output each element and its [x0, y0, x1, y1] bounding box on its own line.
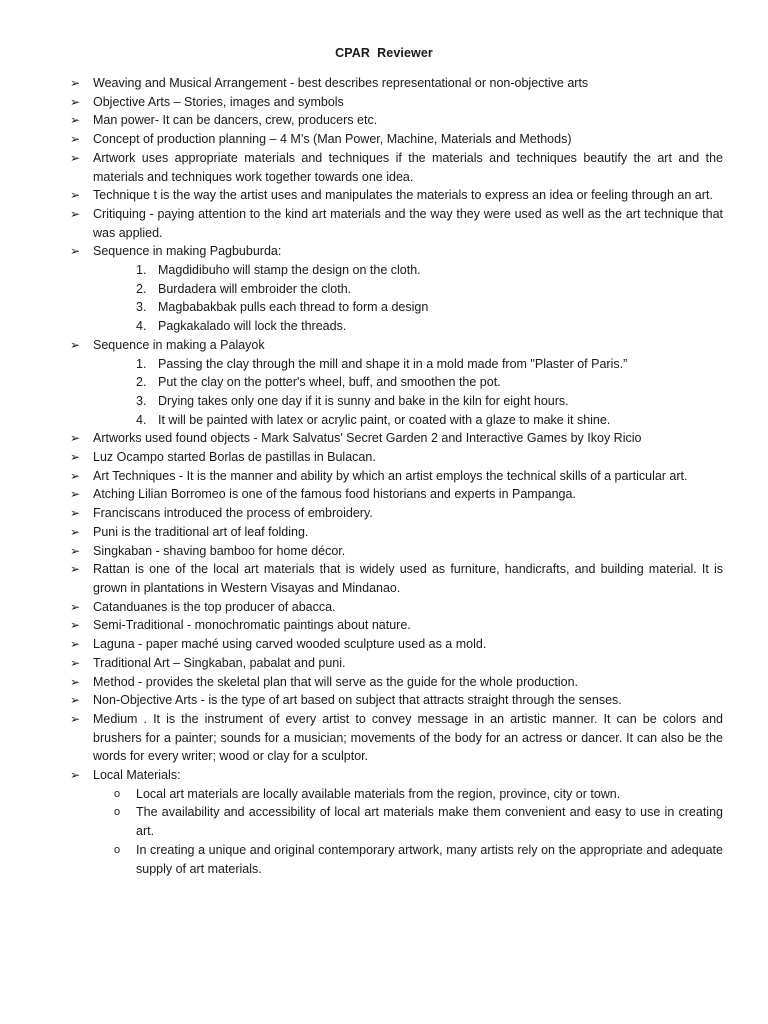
- arrow-bullet-icon: ➢: [70, 113, 81, 128]
- sublist-item-text: In creating a unique and original contemporary artwork, many artists rely on the appropriate and adequate supply of art materials.: [136, 842, 723, 876]
- list-item-text: Laguna - paper maché using carved wooded sculpture used as a mold.: [93, 637, 487, 652]
- list-item-text: Objective Arts – Stories, images and symbols: [93, 94, 344, 109]
- list-item-text: Singkaban - shaving bamboo for home décor.: [93, 543, 346, 558]
- step-number: 4.: [136, 319, 147, 334]
- sublist-item-text: Drying takes only one day if it is sunny and bake in the kiln for eight hours.: [158, 393, 569, 408]
- step-number: 1.: [136, 263, 147, 278]
- step-number: 4.: [136, 412, 147, 427]
- sublist-item-text: Passing the clay through the mill and shape it in a mold made from "Plaster of Paris.”: [158, 356, 628, 371]
- sublist-item: [70, 355, 723, 374]
- sublist-item: [70, 373, 723, 392]
- arrow-bullet-icon: ➢: [70, 506, 81, 521]
- reviewer-list: [70, 74, 723, 878]
- sublist-item-text: It will be painted with latex or acrylic paint, or coated with a glaze to make it shine.: [158, 412, 611, 427]
- list-item-text: Weaving and Musical Arrangement - best describes representational or non-objective arts: [93, 76, 589, 90]
- list-item: [70, 673, 723, 692]
- arrow-bullet-icon: ➢: [70, 468, 81, 483]
- arrow-bullet-icon: ➢: [70, 768, 81, 783]
- list-item-text: Puni is the traditional art of leaf folding.: [93, 524, 309, 539]
- list-item: [70, 448, 723, 467]
- sublist-item: [70, 317, 723, 336]
- sublist-item: [70, 411, 723, 430]
- list-item-text: Man power- It can be dancers, crew, producers etc.: [93, 113, 378, 128]
- list-item: [70, 429, 723, 448]
- sublist-item-text: Local art materials are locally available materials from the region, province, city or town.: [136, 786, 621, 801]
- sublist-item: [70, 298, 723, 317]
- list-item: [70, 504, 723, 523]
- list-item: [70, 766, 723, 785]
- list-item: [70, 560, 723, 597]
- arrow-bullet-icon: ➢: [70, 337, 81, 352]
- list-item: [70, 149, 723, 186]
- list-item-text: Critiquing - paying attention to the kind art materials and the way they were used as well as the art technique that was applied.: [93, 206, 723, 240]
- arrow-bullet-icon: ➢: [70, 431, 81, 446]
- list-item-text: Catanduanes is the top producer of abacca.: [93, 599, 336, 614]
- list-item-text: Luz Ocampo started Borlas de pastillas in Bulacan.: [93, 450, 376, 465]
- arrow-bullet-icon: ➢: [70, 637, 81, 652]
- list-item-text: Medium . It is the instrument of every artist to convey message in an artistic manner. It can be colors and brushers for a painter; sounds for a musician; movements of the body for an actress or dancer. It can also be the words for every writer; wood or clay for a sculptor.: [93, 711, 723, 764]
- arrow-bullet-icon: ➢: [70, 524, 81, 539]
- list-item-text: Non-Objective Arts - is the type of art based on subject that attracts straight through the senses.: [93, 693, 622, 708]
- arrow-bullet-icon: ➢: [70, 132, 81, 147]
- list-item-text: Sequence in making Pagbuburda:: [93, 244, 282, 259]
- list-item-text: Art Techniques - It is the manner and ability by which an artist employs the technical skills of a particular art.: [93, 468, 688, 483]
- list-item-text: Method - provides the skeletal plan that will serve as the guide for the whole production.: [93, 674, 578, 689]
- list-item: [70, 205, 723, 242]
- list-item: [70, 130, 723, 149]
- circle-bullet-icon: o: [114, 806, 121, 819]
- list-item-text: Rattan is one of the local art materials that is widely used as furniture, handicrafts, and building material. It is grown in plantations in Western Visayas and Mindanao.: [93, 562, 723, 595]
- list-item-text: Concept of production planning – 4 M’s (Man Power, Machine, Materials and Methods): [93, 132, 572, 147]
- arrow-bullet-icon: ➢: [70, 206, 81, 221]
- arrow-bullet-icon: ➢: [70, 150, 81, 165]
- list-item-text: Artwork uses appropriate materials and techniques if the materials and techniques beautify the art and the materials and techniques work together towards one idea.: [93, 150, 723, 184]
- arrow-bullet-icon: ➢: [70, 487, 81, 502]
- arrow-bullet-icon: ➢: [70, 94, 81, 109]
- numbered-sublist: [70, 261, 723, 336]
- step-number: 1.: [136, 356, 147, 371]
- list-item: [70, 598, 723, 617]
- arrow-bullet-icon: ➢: [70, 674, 81, 689]
- list-item: [70, 654, 723, 673]
- list-item-text: Local Materials:: [93, 768, 181, 783]
- arrow-bullet-icon: ➢: [70, 188, 81, 203]
- step-number: 2.: [136, 281, 147, 296]
- step-number: 2.: [136, 375, 147, 390]
- list-item: [70, 542, 723, 561]
- sublist-item-text: Magdidibuho will stamp the design on the cloth.: [158, 263, 421, 278]
- list-item: [70, 635, 723, 654]
- arrow-bullet-icon: ➢: [70, 543, 81, 558]
- list-item-text: Semi-Traditional - monochromatic paintings about nature.: [93, 618, 411, 633]
- list-item: [70, 691, 723, 710]
- circle-bullet-icon: o: [114, 787, 121, 800]
- page-title: CPAR Reviewer: [335, 46, 433, 60]
- sublist-item: [70, 803, 723, 840]
- numbered-sublist: [70, 355, 723, 430]
- list-item-text: Artworks used found objects - Mark Salvatus' Secret Garden 2 and Interactive Games by Ikoy Ricio: [93, 431, 642, 446]
- list-item: [70, 467, 723, 486]
- list-item: [70, 523, 723, 542]
- sublist-item-text: Pagkakalado will lock the threads.: [158, 319, 347, 334]
- sublist-item-text: Burdadera will embroider the cloth.: [158, 281, 352, 296]
- bullet-sublist: [70, 785, 723, 879]
- sublist-item: [70, 841, 723, 878]
- list-item: [70, 74, 723, 93]
- list-item-text: Franciscans introduced the process of embroidery.: [93, 506, 373, 521]
- arrow-bullet-icon: ➢: [70, 693, 81, 708]
- sublist-item-text: Put the clay on the potter's wheel, buff, and smoothen the pot.: [158, 375, 501, 390]
- list-item-text: Technique t is the way the artist uses and manipulates the materials to express an idea or feeling through an art.: [93, 188, 713, 203]
- list-item-text: Sequence in making a Palayok: [93, 337, 265, 352]
- sublist-item-text: Magbabakbak pulls each thread to form a design: [158, 300, 429, 315]
- arrow-bullet-icon: ➢: [70, 450, 81, 465]
- arrow-bullet-icon: ➢: [70, 711, 81, 726]
- sublist-item: [70, 280, 723, 299]
- list-item: [70, 616, 723, 635]
- arrow-bullet-icon: ➢: [70, 244, 81, 259]
- sublist-item-text: The availability and accessibility of local art materials make them convenient and easy to use in creating art.: [136, 805, 723, 839]
- list-item: [70, 242, 723, 261]
- sublist-item: [70, 392, 723, 411]
- sublist-item: [70, 785, 723, 804]
- list-item: [70, 485, 723, 504]
- list-item-text: Atching Lilian Borromeo is one of the famous food historians and experts in Pampanga.: [93, 487, 576, 502]
- arrow-bullet-icon: ➢: [70, 655, 81, 670]
- list-item: [70, 186, 723, 205]
- list-item: [70, 93, 723, 112]
- step-number: 3.: [136, 393, 147, 408]
- arrow-bullet-icon: ➢: [70, 618, 81, 633]
- list-item: [70, 336, 723, 355]
- step-number: 3.: [136, 300, 147, 315]
- arrow-bullet-icon: ➢: [70, 599, 81, 614]
- arrow-bullet-icon: ➢: [70, 562, 81, 577]
- arrow-bullet-icon: ➢: [70, 76, 81, 90]
- list-item: [70, 710, 723, 766]
- list-item-text: Traditional Art – Singkaban, pabalat and puni.: [93, 655, 346, 670]
- list-item: [70, 111, 723, 130]
- circle-bullet-icon: o: [114, 843, 121, 856]
- sublist-item: [70, 261, 723, 280]
